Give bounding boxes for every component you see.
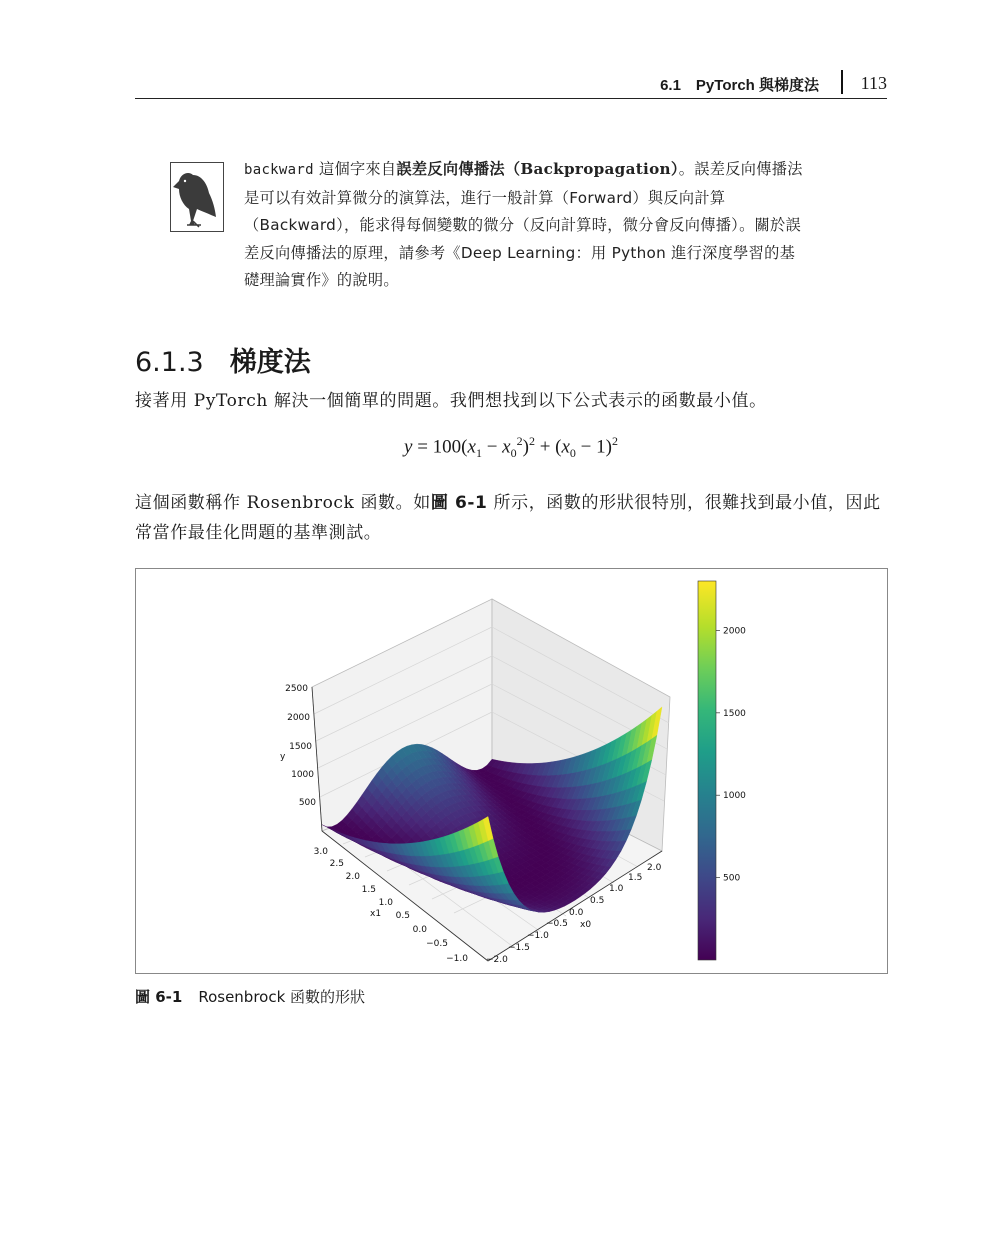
page-number: 113: [860, 73, 887, 93]
z-tick-1000: 1000: [291, 770, 314, 780]
caption-text: Rosenbrock 函數的形狀: [198, 988, 366, 1006]
x0-tick-0.5: 0.5: [590, 896, 605, 906]
x0-tick-n2.0: −2.0: [486, 955, 508, 965]
x0-tick-n0.5: −0.5: [546, 919, 568, 929]
x1-tick-n0.5: −0.5: [426, 939, 448, 949]
z-axis-label: y: [280, 752, 286, 762]
z-tick-1500: 1500: [289, 742, 312, 752]
colorbar-gradient: [698, 581, 716, 960]
note-bold-term: 誤差反向傳播法（Backpropagation）: [396, 160, 679, 178]
caption-label: 圖 6-1: [135, 988, 183, 1006]
code-term: backward: [244, 162, 314, 178]
paragraph-description-part1: 這個函數稱作 Rosenbrock 函數。如: [135, 493, 431, 513]
x1-tick-1.0: 1.0: [378, 898, 393, 908]
colorbar-tick-1000: 1000: [723, 791, 746, 802]
z-tick-500: 500: [298, 798, 316, 808]
x1-tick-2.0: 2.0: [345, 872, 360, 882]
section-heading: [135, 340, 311, 379]
section-title: 梯度法: [229, 347, 311, 378]
x1-tick-0.0: 0.0: [412, 925, 427, 935]
z-tick-2500: 2500: [285, 684, 308, 694]
x0-tick-n1.5: −1.5: [508, 943, 530, 953]
paragraph-description: [135, 488, 887, 548]
x1-axis-label: x1: [370, 909, 382, 919]
paragraph-description-part2: 所示，函數的形狀很特別，很難找到最小值，因此常當作最佳化問題的基準測試。: [135, 493, 881, 543]
paragraph-intro: 接著用 PyTorch 解決一個簡單的問題。我們想找到以下公式表示的函數最小值。: [135, 391, 767, 411]
figure-caption: [135, 986, 365, 1007]
rosenbrock-surface-plot: [136, 569, 887, 973]
z-tick-2000: 2000: [287, 713, 310, 723]
note-text-part2: 。誤差反向傳播法是可以有效計算微分的演算法，進行一般計算（Forward）與反向計算（Backward），能求得每個變數的微分（反向計算時，微分會反向傳播）。關於誤差反向傳播法的原理，請參考《Deep Learning：用 Python 進行深度學習的基礎理論實作》的說明。: [244, 160, 803, 290]
x0-tick-0.0: 0.0: [569, 908, 584, 918]
header-section-title: 6.1 PyTorch 與梯度法: [660, 77, 819, 94]
x0-tick-1.5: 1.5: [628, 873, 643, 883]
header-divider: [841, 70, 844, 94]
note-text: [244, 156, 809, 295]
raven-note-icon: [170, 162, 224, 232]
rosenbrock-formula: $y = 100(x_1 - x_0^2)^2 + (x_0 - 1)^2$: [404, 434, 618, 461]
colorbar-tick-2000: 2000: [723, 626, 746, 637]
figure-6-1: [135, 568, 888, 974]
colorbar-tick-1500: 1500: [723, 708, 746, 719]
note-text-part1: 這個字來自: [313, 160, 397, 178]
x1-tick-n1.0: −1.0: [446, 954, 468, 964]
colorbar-tick-500: 500: [723, 873, 741, 884]
x0-tick-n1.0: −1.0: [527, 931, 549, 941]
x0-axis-label: x0: [580, 920, 592, 930]
x0-tick-2.0: 2.0: [647, 863, 662, 873]
running-header: [135, 68, 887, 99]
section-number: 6.1.3: [135, 347, 204, 378]
x1-tick-2.5: 2.5: [329, 859, 344, 869]
x1-tick-0.5: 0.5: [395, 911, 410, 921]
x1-tick-1.5: 1.5: [361, 885, 376, 895]
x0-tick-1.0: 1.0: [609, 884, 624, 894]
figure-reference: 圖 6-1: [430, 493, 488, 513]
x1-tick-3.0: 3.0: [313, 847, 328, 857]
colorbar: [698, 581, 746, 960]
